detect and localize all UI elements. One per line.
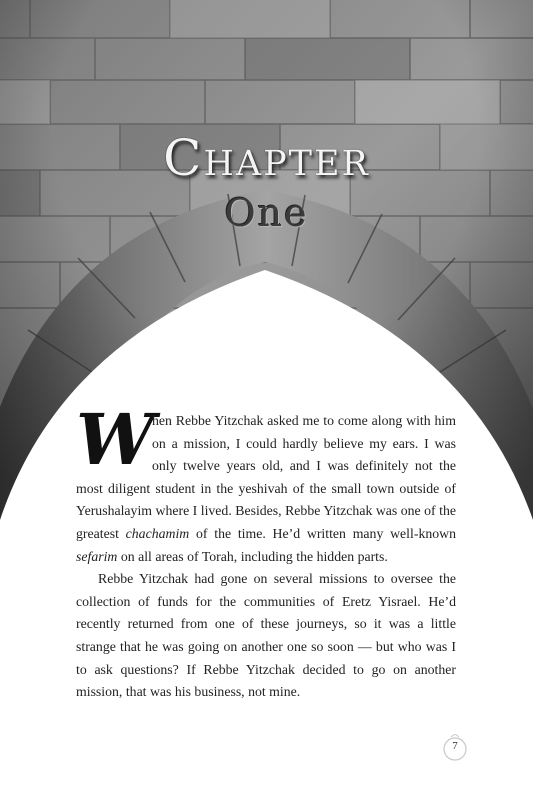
drop-cap: W [76,398,155,481]
chapter-number: One [224,191,309,235]
italic-term: sefarim [76,548,118,564]
italic-term: chachamim [125,525,190,541]
paragraph-2 [76,568,456,704]
text-segment: hen Rebbe Yitzchak asked me to come along with him on a mission, I could hardly believe my ears. I was only twelve years old, and I was definitely not the most diligent student in the yeshivah of the small town outside of Yerushalayim where I lived. Besides, Rebbe Yitzchak was one of the greatest [76,413,456,541]
text-segment: Rebbe Yitzchak had gone on several missions to oversee the collection of funds for the communities of Eretz Yisrael. He’d recently returned from one of these journeys, so it was a little strange that he was going on another one so soon — but who was I to ask questions? If Rebbe Yitzchak decided to go on another mission, that was his business, not mine. [76,571,456,700]
chapter-body-text [76,398,456,704]
paragraph-1 [76,398,456,568]
text-segment: on all areas of Torah, including the hidden parts. [117,548,388,564]
text-segment: of the time. He’d written many well-known [189,525,456,541]
page-number: 7 [452,740,458,752]
chapter-heading: Chapter [163,129,370,187]
